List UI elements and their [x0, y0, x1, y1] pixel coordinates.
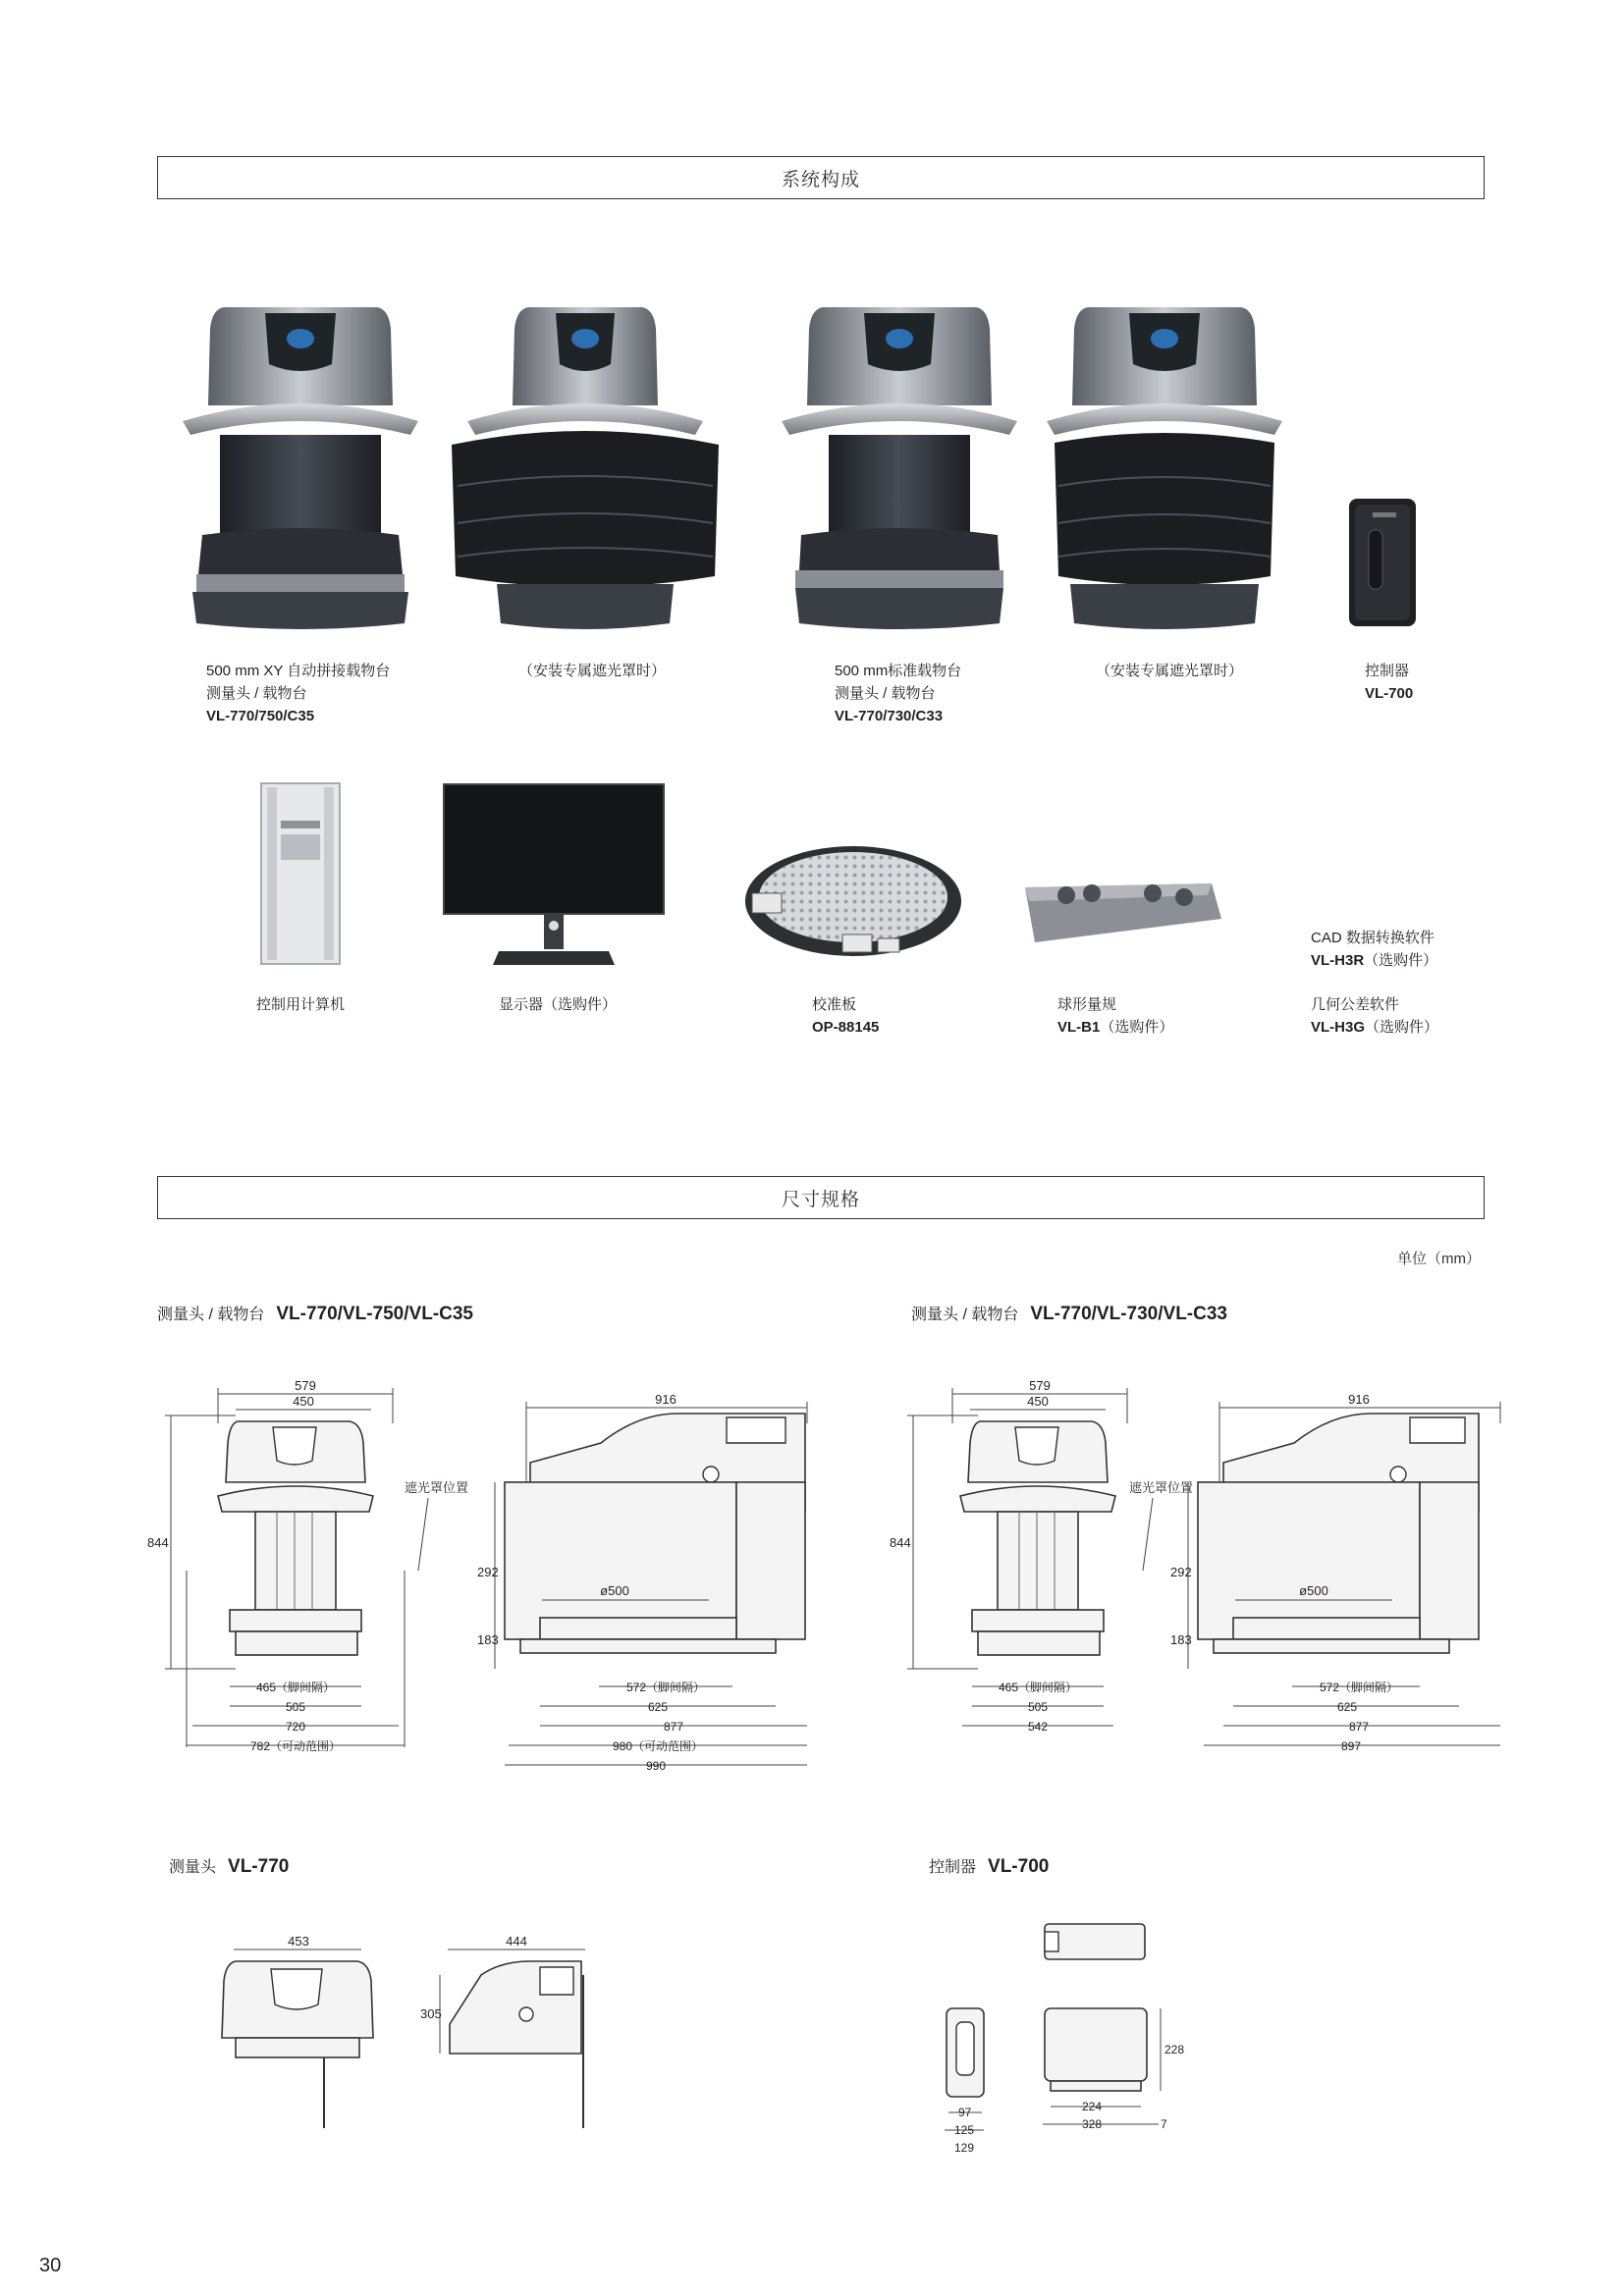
front-view-outline — [960, 1421, 1115, 1655]
section-title: 尺寸规格 — [781, 1189, 860, 1210]
caption-line: 球形量规 — [1057, 996, 1117, 1013]
dim-label: 遮光罩位置 — [1129, 1480, 1194, 1495]
caption-controller — [1365, 660, 1413, 705]
sphere-gauge-image — [1015, 874, 1223, 946]
caption-suffix: （选购件） — [1365, 1019, 1439, 1036]
dim-label: 遮光罩位置 — [405, 1480, 469, 1495]
dim-label: 572（脚间隔） — [1319, 1681, 1399, 1694]
caption-cad — [1311, 927, 1437, 972]
caption-line: 500 mm标准载物台 — [835, 663, 962, 679]
dim-label: 782（可动范围） — [249, 1739, 342, 1753]
caption-line: 控制用计算机 — [256, 996, 346, 1013]
controller-front-outline — [947, 2008, 984, 2097]
side-view-outline — [505, 1414, 805, 1653]
dim-model: VL-770/VL-750/VL-C35 — [276, 1304, 473, 1324]
controller-image — [1347, 497, 1418, 628]
dim-label: 183 — [1170, 1632, 1192, 1647]
section-header-dimensions — [157, 1176, 1485, 1219]
dim-title-b — [911, 1302, 1227, 1325]
dim-label: 877 — [663, 1720, 684, 1734]
caption-stage-xy — [206, 660, 390, 727]
caption-model: VL-770/750/C35 — [206, 708, 315, 724]
caption-shade-1 — [518, 660, 666, 682]
dim-label: 720 — [285, 1720, 306, 1734]
dim-label: 625 — [647, 1700, 669, 1714]
dim-model: VL-770/VL-730/VL-C33 — [1030, 1304, 1227, 1324]
dim-label: 328 — [1082, 2117, 1103, 2131]
dim-drawing-controller — [941, 1914, 1196, 2155]
dim-title-a — [157, 1302, 473, 1325]
caption-line: 几何公差软件 — [1311, 996, 1400, 1013]
dim-label: 228 — [1164, 2043, 1185, 2056]
caption-model: OP-88145 — [812, 1019, 880, 1036]
caption-model: VL-H3R — [1311, 952, 1365, 969]
machine-image-770-730-shade — [1047, 299, 1282, 633]
dim-prefix: 测量头 / 载物台 — [157, 1307, 265, 1323]
caption-line: 控制器 — [1365, 663, 1410, 679]
dim-label: 505 — [1027, 1700, 1049, 1714]
caption-monitor — [499, 993, 617, 1016]
caption-model: VL-H3G — [1311, 1019, 1366, 1036]
unit-label: 单位（mm） — [1397, 1251, 1481, 1267]
dim-label: 292 — [477, 1565, 499, 1579]
caption-shade-2 — [1096, 660, 1243, 682]
dim-label: 465（脚间隔） — [998, 1681, 1078, 1694]
caption-line: 测量头 / 载物台 — [206, 685, 307, 702]
dim-title-head — [169, 1854, 289, 1878]
page-number: 30 — [39, 2255, 62, 2276]
caption-suffix: （选购件） — [1364, 952, 1438, 969]
dim-label: 125 — [954, 2123, 975, 2137]
dim-label: 844 — [147, 1535, 169, 1550]
side-view-outline — [1198, 1414, 1479, 1653]
dim-drawing-a — [147, 1374, 825, 1787]
dim-label: 465（脚间隔） — [255, 1681, 336, 1694]
caption-line: 校准板 — [812, 996, 857, 1013]
caption-line: 500 mm XY 自动拼接载物台 — [206, 663, 391, 679]
dim-label: 579 — [1029, 1378, 1051, 1393]
caption-line: （安装专属遮光罩时） — [1096, 663, 1244, 679]
caption-gdt — [1311, 993, 1438, 1039]
dim-label: 7 — [1161, 2117, 1167, 2131]
dim-label: 444 — [506, 1934, 527, 1949]
dim-label: 97 — [958, 2106, 972, 2119]
dim-label: 292 — [1170, 1565, 1192, 1579]
dim-label: 844 — [890, 1535, 911, 1550]
dim-model: VL-700 — [988, 1856, 1050, 1877]
controller-side-outline — [1045, 2008, 1147, 2091]
caption-line: （安装专属遮光罩时） — [518, 663, 667, 679]
dim-prefix: 测量头 / 载物台 — [911, 1307, 1019, 1323]
dim-label: 224 — [1082, 2100, 1103, 2113]
dim-label: ø500 — [1299, 1583, 1328, 1598]
caption-sphere — [1057, 993, 1173, 1039]
dim-model: VL-770 — [228, 1856, 290, 1877]
dim-label: 505 — [285, 1700, 306, 1714]
dim-label: 916 — [655, 1392, 677, 1407]
calibration-board-image — [744, 844, 962, 958]
dim-label: ø500 — [600, 1583, 629, 1598]
dim-drawing-head — [216, 1936, 609, 2132]
caption-line: CAD 数据转换软件 — [1311, 930, 1435, 946]
dim-label: 877 — [1348, 1720, 1370, 1734]
dim-title-controller — [929, 1854, 1049, 1878]
head-side-outline — [450, 1961, 583, 2128]
pc-image — [259, 781, 342, 966]
dim-label: 542 — [1027, 1720, 1049, 1734]
machine-image-770-750-shade — [448, 299, 723, 633]
dim-label: 453 — [288, 1934, 309, 1949]
dim-label: 990 — [645, 1759, 667, 1773]
dim-label: 572（脚间隔） — [625, 1681, 706, 1694]
caption-model: VL-770/730/C33 — [835, 708, 944, 724]
caption-suffix: （选购件） — [1100, 1019, 1174, 1036]
dim-label: 183 — [477, 1632, 499, 1647]
dim-prefix: 控制器 — [929, 1859, 977, 1876]
head-front-outline — [222, 1961, 373, 2128]
caption-model: VL-B1 — [1057, 1019, 1101, 1036]
dim-label: 980（可动范围） — [612, 1739, 704, 1753]
caption-line: 显示器（选购件） — [499, 996, 618, 1013]
dim-label: 450 — [293, 1394, 314, 1409]
machine-image-770-730 — [782, 299, 1017, 633]
caption-pc — [256, 993, 345, 1016]
controller-top-outline — [1045, 1924, 1145, 1959]
dim-label: 897 — [1340, 1739, 1362, 1753]
caption-line: 测量头 / 载物台 — [835, 685, 936, 702]
dim-prefix: 测量头 — [169, 1859, 217, 1876]
dim-label: 579 — [295, 1378, 316, 1393]
monitor-image — [442, 782, 666, 969]
caption-stage-std — [835, 660, 961, 727]
machine-image-770-750 — [183, 299, 418, 633]
caption-calibration — [812, 993, 879, 1039]
dim-label: 916 — [1348, 1392, 1370, 1407]
front-view-outline — [218, 1421, 373, 1655]
section-header-system — [157, 156, 1485, 199]
dim-label: 305 — [420, 2006, 442, 2021]
dim-label: 129 — [954, 2141, 975, 2155]
dim-drawing-b — [890, 1374, 1518, 1767]
dim-label: 450 — [1027, 1394, 1049, 1409]
dim-label: 625 — [1336, 1700, 1358, 1714]
section-title: 系统构成 — [781, 169, 860, 190]
caption-model: VL-700 — [1365, 685, 1414, 702]
